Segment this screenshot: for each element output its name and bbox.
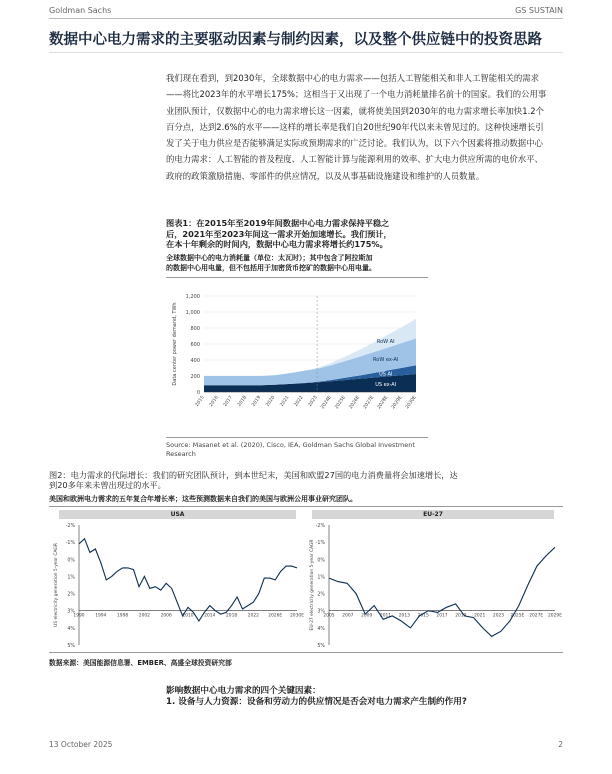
body-paragraph xyxy=(166,70,562,184)
y-tick-label: 2% xyxy=(67,592,75,598)
eu-line-chart xyxy=(305,520,560,650)
x-tick-label: 2022 xyxy=(293,395,305,408)
x-tick-label: 2019 xyxy=(455,613,467,619)
x-tick-label: 2029E xyxy=(548,613,562,619)
y-axis-label: US electricity generation 5-year CAGR xyxy=(54,543,59,627)
x-tick-label: 2011 xyxy=(379,613,392,619)
body-line: ——将比2023年的水平增长175%；这相当于又出现了一个电力消耗量排名前十的国家。我们的公用事 xyxy=(166,89,547,100)
x-tick-label: 2006 xyxy=(160,613,172,619)
y-tick-label: 0% xyxy=(317,558,325,564)
x-tick-label: 2027E xyxy=(529,613,544,619)
usa-line-chart xyxy=(49,520,304,650)
footer-date: 13 October 2025 xyxy=(49,740,113,749)
x-tick-label: 2018 xyxy=(226,613,238,619)
body-line: 百分点，达到2.6%的水平——这样的增长率是我们自20世纪90年代以来未曾见过的。这种快速增长引 xyxy=(166,121,544,132)
x-tick-label: 2027E xyxy=(362,395,376,411)
x-tick-label: 2016 xyxy=(208,395,220,408)
figure2-bottom-rule xyxy=(49,652,563,653)
figure2-source: 数据来源：美国能源信息署、EMBER、高盛全球投资研究部 xyxy=(49,659,232,667)
y-tick-label: -1% xyxy=(315,541,325,547)
x-tick-label: 2020 xyxy=(265,395,277,408)
x-tick-label: 2007 xyxy=(342,613,354,619)
panel-title-usa: USA xyxy=(59,510,296,519)
heading-line: 1. 设备与人力资源：设备和劳动力的供应情况是否会对电力需求产生制约作用? xyxy=(166,697,467,707)
x-tick-label: 2017 xyxy=(223,395,234,408)
body-line: 我们现在看到，到2030年，全球数据中心的电力需求——包括人工智能相关和非人工智能相关的需求 xyxy=(166,73,540,83)
x-tick-label: 2009 xyxy=(361,613,373,619)
series-label: RoW AI xyxy=(376,339,395,346)
x-tick-label: 2018 xyxy=(237,395,249,408)
figure1-subtitle xyxy=(166,253,424,273)
caption-line: 后，2021年至2023年间这一需求开始加速增长。我们预计， xyxy=(166,228,392,239)
y-tick-label: 400 xyxy=(190,358,200,364)
body-line: 的电力需求：人工智能的普及程度、人工智能计算与能源利用的效率、扩大电力供应所需的电价水平、 xyxy=(166,154,543,165)
caption-line: 图2：电力需求的代际增长：我们的研究团队预计，到本世纪末，美国和欧盟27国的电力消费量将会加速增长，达 xyxy=(49,470,458,480)
source-line: Source: Masanet et al. (2020), Cisco, IEA, Goldman Sachs Global Investment xyxy=(166,441,415,449)
y-tick-label: 4% xyxy=(317,626,325,632)
page-number: 2 xyxy=(558,740,563,749)
x-tick-label: 2014 xyxy=(204,613,216,619)
header-brand: Goldman Sachs xyxy=(49,6,112,15)
y-tick-label: 600 xyxy=(190,342,200,348)
y-tick-label: 4% xyxy=(67,626,75,632)
figure2-top-rule xyxy=(49,506,563,507)
y-tick-label: 0% xyxy=(67,558,75,564)
heading-line: 影响数据中心电力需求的四个关键因素： xyxy=(166,686,321,696)
x-tick-label: 1994 xyxy=(95,613,107,619)
y-tick-label: 1% xyxy=(67,575,75,581)
x-tick-label: 2021 xyxy=(279,395,291,408)
panel-title-eu: EU-27 xyxy=(312,510,554,519)
source-line: Research xyxy=(166,449,196,458)
y-tick-label: 1% xyxy=(317,575,325,581)
y-tick-label: 2% xyxy=(317,592,325,598)
figure2-caption xyxy=(49,470,569,490)
x-tick-label: 2023 xyxy=(307,395,319,408)
x-tick-label: 2023 xyxy=(492,613,505,619)
figure2-subtitle: 美国和欧洲电力需求的五年复合年增长率；这些预测数据来自我们的美国与欧洲公用事业研究团队。 xyxy=(49,495,357,503)
x-tick-label: 2025E xyxy=(510,613,525,619)
body-line: 政府的政策激励措施、零部件的供应情况，以及从事基础设施建设和维护的人员数量。 xyxy=(166,170,485,181)
series-line xyxy=(329,547,555,636)
x-tick-label: 2019 xyxy=(251,395,263,408)
y-tick-label: 5% xyxy=(67,644,75,649)
x-tick-label: 2022 xyxy=(247,613,259,619)
caption-line: 在本十年剩余的时间内，数据中心电力需求将增长约175%。 xyxy=(166,239,388,249)
y-tick-label: 200 xyxy=(190,374,200,380)
y-tick-label: 5% xyxy=(317,644,325,649)
y-tick-label: 800 xyxy=(190,326,200,332)
y-tick-label: -2% xyxy=(65,524,75,529)
y-tick-label: -2% xyxy=(315,524,325,529)
series-label: RoW ex-AI xyxy=(373,357,399,363)
x-tick-label: 2010 xyxy=(182,613,194,619)
figure1-bottom-rule xyxy=(166,437,428,438)
x-tick-label: 2028E xyxy=(376,395,390,411)
x-tick-label: 2015 xyxy=(417,613,429,619)
title-rule xyxy=(49,52,563,53)
page-title: 数据中心电力需求的主要驱动因素与制约因素，以及整个供应链中的投资思路 xyxy=(49,32,542,48)
series-line xyxy=(79,539,297,621)
body-line: 发了关于电力供应是否能够满足实际或预期需求的广泛讨论。我们认为，以下六个因素将推动数据中心 xyxy=(166,138,543,149)
x-tick-label: 2030E xyxy=(405,395,418,411)
x-tick-label: 1990 xyxy=(73,613,85,619)
subtitle-line: 全球数据中心的电力消耗量（单位：太瓦时）；其中包含了阿拉斯加 xyxy=(166,254,373,262)
figure1-caption xyxy=(166,218,416,250)
x-tick-label: 2026E xyxy=(348,395,362,411)
x-tick-label: 2030E xyxy=(290,613,304,619)
figure1-source xyxy=(166,441,436,458)
y-tick-label: 3% xyxy=(67,609,75,615)
y-tick-label: 0 xyxy=(196,390,200,396)
header-section: GS SUSTAIN xyxy=(515,6,563,15)
header-rule xyxy=(49,18,563,19)
x-tick-label: 2002 xyxy=(138,613,150,619)
body-line: 业团队预计，仅数据中心的电力需求增长这一因素，就将使美国到2030年的电力需求增长率加快1.2个 xyxy=(166,105,545,116)
x-tick-label: 2021 xyxy=(474,613,486,619)
series-label: US AI xyxy=(379,371,393,378)
x-tick-label: 2017 xyxy=(436,613,448,619)
figure1-top-rule xyxy=(166,277,428,278)
y-tick-label: 1,000 xyxy=(185,310,200,316)
x-tick-label: 2013 xyxy=(398,613,410,619)
section-heading xyxy=(166,686,467,708)
x-tick-label: 2026E xyxy=(268,613,283,619)
series-label: US ex-AI xyxy=(375,382,397,389)
y-axis-label: Data center power demand, TWh xyxy=(172,302,178,386)
y-tick-label: 3% xyxy=(317,609,325,615)
y-axis-label: EU-27 electricity generation 5-year CAGR xyxy=(310,539,315,631)
x-tick-label: 2025E xyxy=(334,395,347,411)
y-tick-label: -1% xyxy=(65,541,75,547)
x-tick-label: 2029E xyxy=(391,395,404,411)
x-tick-label: 2015 xyxy=(194,395,206,408)
x-tick-label: 1998 xyxy=(117,613,129,619)
caption-line: 到20多年来未曾出现过的水平。 xyxy=(49,480,166,490)
caption-line: 图表1：在2015年至2019年间数据中心电力需求保持平稳之 xyxy=(166,218,390,228)
x-tick-label: 2005 xyxy=(323,613,335,619)
figure1-area-chart xyxy=(166,288,428,428)
y-tick-label: 1,200 xyxy=(185,294,200,300)
x-tick-label: 2024E xyxy=(320,395,333,411)
subtitle-line: 的数据中心用电量，但不包括用于加密货币挖矿的数据中心用电量。 xyxy=(166,264,376,272)
